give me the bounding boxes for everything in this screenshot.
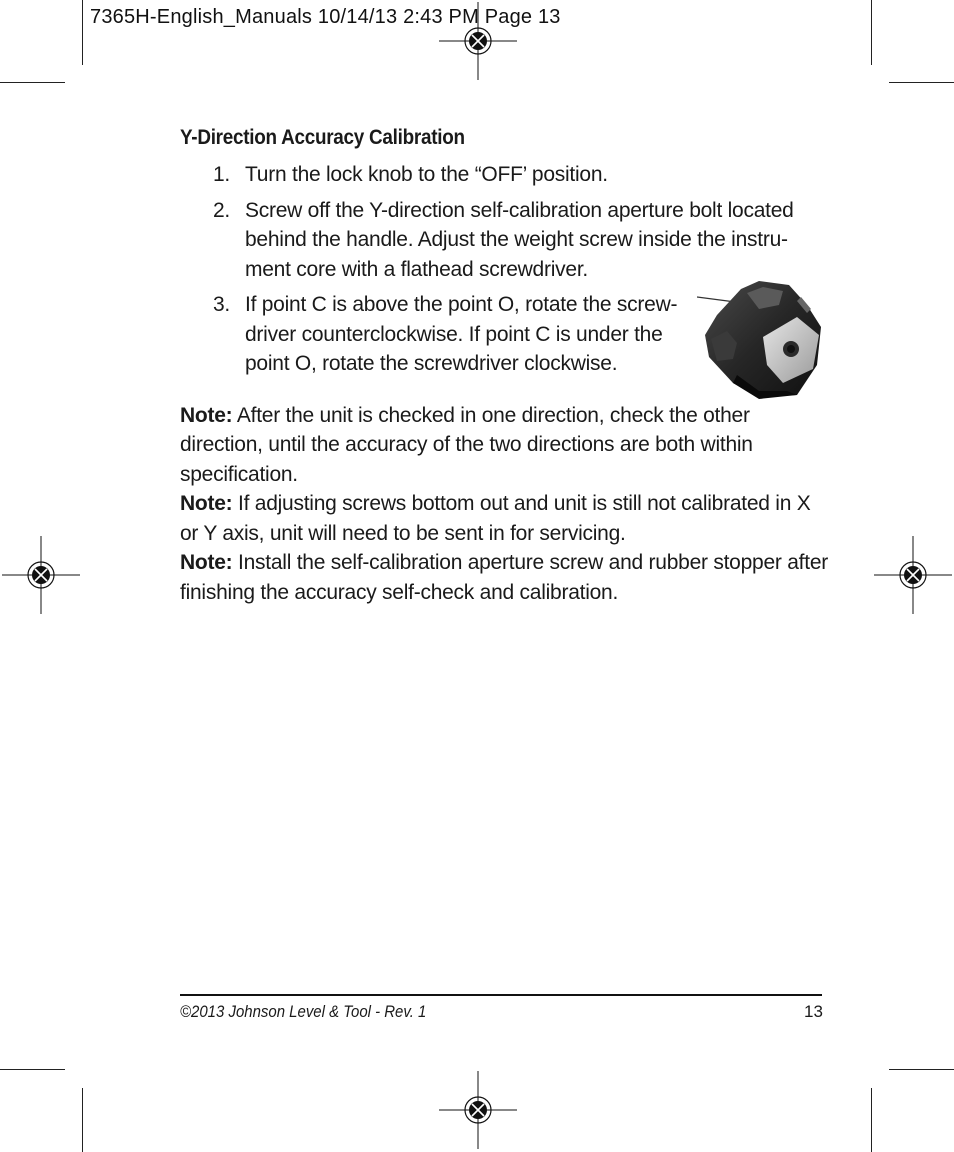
note-paragraph <box>180 489 830 548</box>
step-text: Screw off the Y-direction self-calibration aperture bolt located behind the handle. Adjust the weight screw inside the instru-ment core with a flathead screwdriver. <box>245 198 794 281</box>
section-title: Y-Direction Accuracy Calibration <box>180 126 465 149</box>
crop-mark-top-right-v <box>871 0 872 65</box>
step-text: Turn the lock knob to the “OFF’ position. <box>245 163 608 186</box>
note-text: If adjusting screws bottom out and unit is still not calibrated in X or Y axis, unit will need to be sent in for servicing. <box>180 492 811 545</box>
note-text: Install the self-calibration aperture screw and rubber stopper after finishing the accuracy self-check and calibration. <box>180 551 828 604</box>
registration-target-icon <box>874 536 952 614</box>
crop-mark-bottom-left-v <box>82 1088 83 1152</box>
step-number: 3. <box>213 293 231 316</box>
crop-mark-bottom-right-h <box>889 1069 954 1070</box>
step-number: 1. <box>213 163 231 186</box>
footer-rule <box>180 994 822 996</box>
crop-mark-top-left-v <box>82 0 83 65</box>
crop-mark-top-right-h <box>889 82 954 83</box>
notes-block <box>180 401 830 608</box>
step-text: If point C is above the point O, rotate the screw-driver counterclockwise. If point C is under the point O, rotate the screwdriver clockwise. <box>245 293 678 375</box>
footer-copyright: ©2013 Johnson Level & Tool - Rev. 1 <box>180 1002 427 1021</box>
note-paragraph <box>180 401 830 490</box>
crop-mark-bottom-right-v <box>871 1088 872 1152</box>
page-number: 13 <box>804 1002 823 1021</box>
note-label: Note: <box>180 492 233 515</box>
step-item <box>180 160 830 190</box>
registration-target-icon <box>439 1071 517 1149</box>
registration-target-icon <box>439 2 517 80</box>
laser-level-device-image <box>697 279 823 401</box>
step-item <box>180 290 690 379</box>
note-label: Note: <box>180 551 233 574</box>
step-number: 2. <box>213 198 231 222</box>
note-paragraph <box>180 548 830 607</box>
printer-slug: 7365H-English_Manuals 10/14/13 2:43 PM Page 13 <box>90 6 561 28</box>
step-item <box>180 196 830 285</box>
note-text: After the unit is checked in one direction, check the other direction, until the accuracy of the two directions are both within specification. <box>180 403 753 486</box>
crop-mark-top-left-h <box>0 82 65 83</box>
crop-mark-bottom-left-h <box>0 1069 65 1070</box>
registration-target-icon <box>2 536 80 614</box>
note-label: Note: <box>180 403 233 427</box>
